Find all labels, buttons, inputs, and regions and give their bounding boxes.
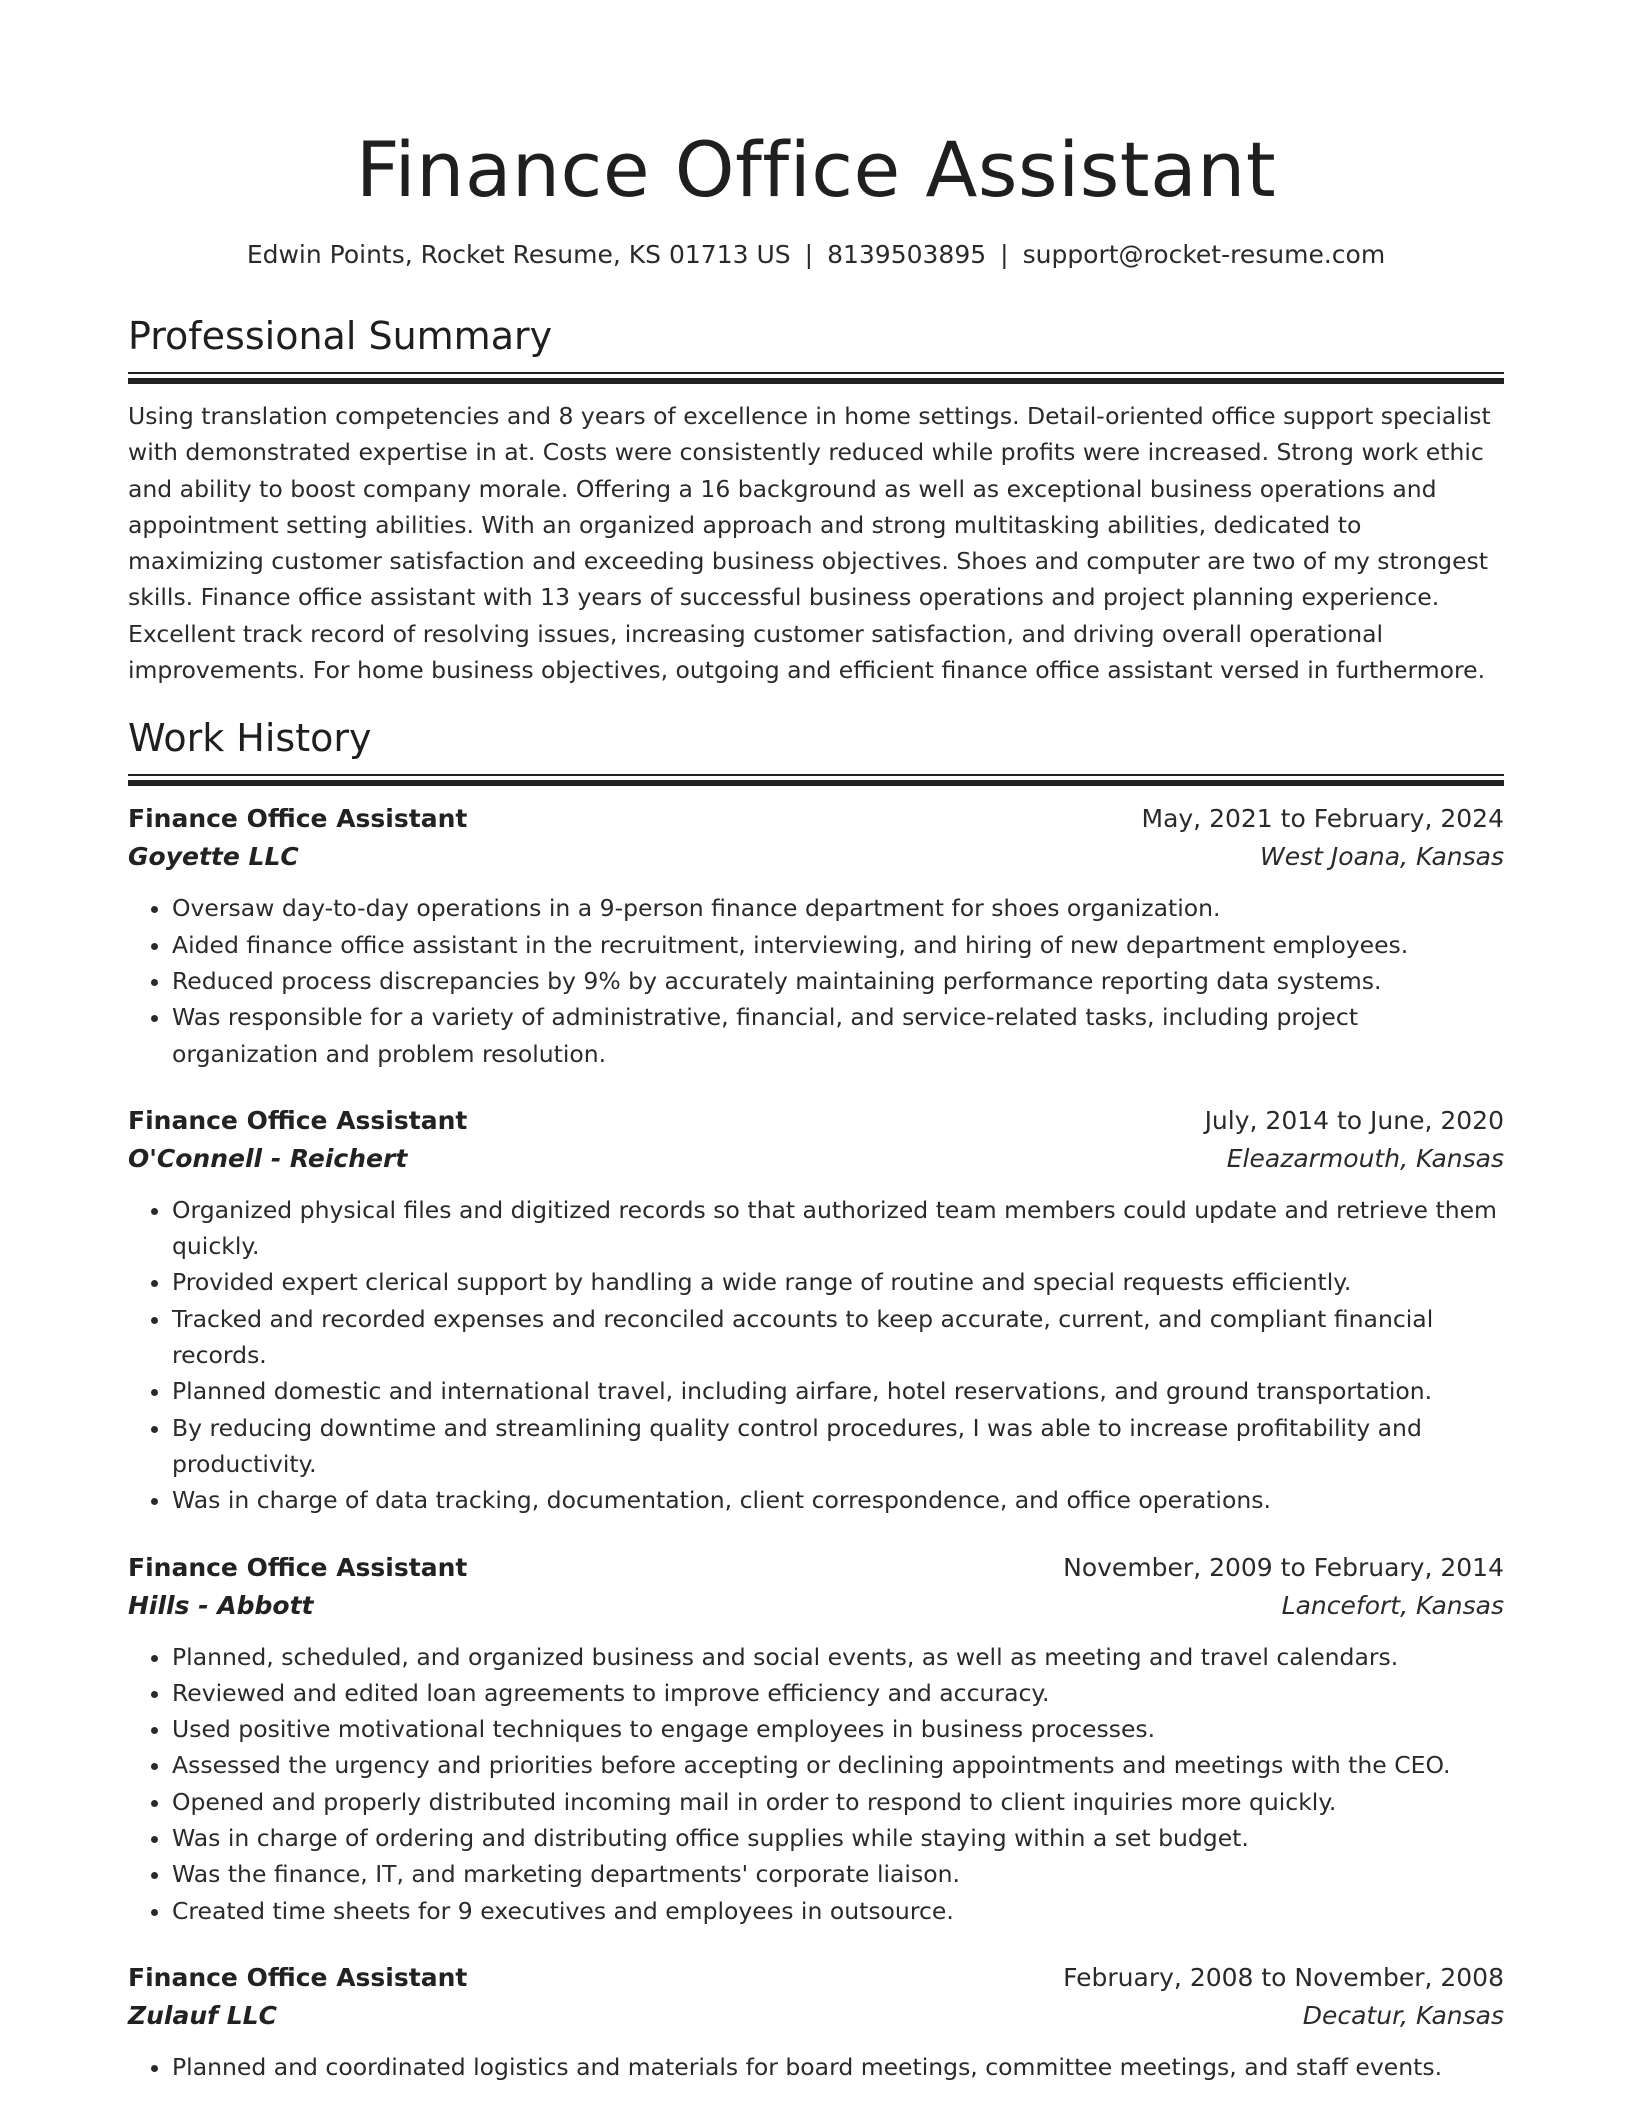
job-subheader-row	[128, 1587, 1504, 1625]
job-bullet-list	[128, 1639, 1504, 1929]
job-bullet: • Aided finance office assistant in the recruitment, interviewing, and hiring of new department employees.	[172, 927, 1504, 963]
job-bullet: • Was in charge of data tracking, documentation, client correspondence, and office operations.	[172, 1482, 1504, 1518]
job-dates: July, 2014 to June, 2020	[1204, 1105, 1504, 1135]
job-location: Lancefort, Kansas	[1281, 1590, 1504, 1620]
contact-separator: |	[1000, 240, 1009, 269]
job-location: Eleazarmouth, Kansas	[1226, 1143, 1504, 1173]
job-dates: November, 2009 to February, 2014	[1063, 1552, 1504, 1582]
job-subheader-row	[128, 838, 1504, 876]
job-bullet: • Was responsible for a variety of administrative, financial, and service-related tasks, including project organization and problem resolution.	[172, 999, 1504, 1072]
job-entry	[128, 1102, 1504, 1519]
job-entry	[128, 1959, 1504, 2085]
job-header-row	[128, 1959, 1504, 1997]
job-title: Finance Office Assistant	[128, 1105, 468, 1135]
job-bullet: • Organized physical files and digitized records so that authorized team members could update and retrieve them quickly.	[172, 1192, 1504, 1265]
job-bullet: • Planned domestic and international travel, including airfare, hotel reservations, and ground transportation.	[172, 1373, 1504, 1409]
section-divider	[128, 372, 1504, 384]
job-bullet: • Opened and properly distributed incoming mail in order to respond to client inquiries more quickly.	[172, 1784, 1504, 1820]
job-company: Zulauf LLC	[128, 2000, 277, 2030]
job-subheader-row	[128, 1997, 1504, 2035]
job-company: O'Connell - Reichert	[128, 1143, 408, 1173]
resume-title: Finance Office Assistant	[355, 125, 1277, 214]
contact-address: Edwin Points, Rocket Resume, KS 01713 US	[246, 240, 791, 269]
job-bullet: • Was the finance, IT, and marketing departments' corporate liaison.	[172, 1856, 1504, 1892]
contact-email: support@rocket-resume.com	[1022, 240, 1386, 269]
job-bullet-list	[128, 890, 1504, 1071]
job-bullet: • Was in charge of ordering and distributing office supplies while staying within a set budget.	[172, 1820, 1504, 1856]
job-title: Finance Office Assistant	[128, 804, 468, 834]
summary-heading: Professional Summary	[128, 314, 553, 358]
job-bullet: • Oversaw day-to-day operations in a 9-person finance department for shoes organization.	[172, 890, 1504, 926]
contact-separator: |	[804, 240, 814, 269]
section-divider	[128, 774, 1504, 786]
job-bullet: • Created time sheets for 9 executives and employees in outsource.	[172, 1893, 1504, 1929]
job-subheader-row	[128, 1140, 1504, 1178]
job-header-row	[128, 800, 1504, 838]
job-bullet: • By reducing downtime and streamlining quality control procedures, I was able to increase profitability and productivity.	[172, 1410, 1504, 1483]
job-dates: May, 2021 to February, 2024	[1141, 804, 1504, 834]
job-location: Decatur, Kansas	[1302, 2000, 1504, 2030]
work-history-heading: Work History	[128, 716, 372, 761]
job-entry	[128, 1549, 1504, 1929]
job-title: Finance Office Assistant	[128, 1552, 468, 1582]
job-location: West Joana, Kansas	[1260, 842, 1504, 872]
contact-line	[128, 238, 1504, 272]
job-title: Finance Office Assistant	[128, 1962, 468, 1992]
job-bullet: • Reduced process discrepancies by 9% by accurately maintaining performance reporting data systems.	[172, 963, 1504, 999]
job-bullet-list	[128, 1192, 1504, 1519]
job-company: Goyette LLC	[128, 842, 299, 872]
work-history-list	[128, 800, 1504, 2085]
job-dates: February, 2008 to November, 2008	[1063, 1962, 1504, 1992]
job-bullet: • Planned, scheduled, and organized business and social events, as well as meeting and travel calendars.	[172, 1639, 1504, 1675]
job-bullet: • Tracked and recorded expenses and reconciled accounts to keep accurate, current, and compliant financial records.	[172, 1301, 1504, 1374]
contact-phone: 8139503895	[827, 240, 987, 269]
job-bullet: • Reviewed and edited loan agreements to improve efficiency and accuracy.	[172, 1675, 1504, 1711]
job-bullet: • Assessed the urgency and priorities before accepting or declining appointments and meetings with the CEO.	[172, 1747, 1504, 1783]
job-entry	[128, 800, 1504, 1071]
job-bullet-list	[128, 2049, 1504, 2085]
job-bullet: • Used positive motivational techniques to engage employees in business processes.	[172, 1711, 1504, 1747]
summary-text: Using translation competencies and 8 years of excellence in home settings. Detail-oriented office support specialist with demonstrated expertise in at. Costs were consistently reduced while profits were increased. Strong work ethic and ability to boost company morale. Offering a 16 background as well as exceptional business operations and appointment setting abilities. With an organized approach and strong multitasking abilities, dedicated to maximizing customer satisfaction and exceeding business objectives. Shoes and computer are two of my strongest skills. Finance office assistant with 13 years of successful business operations and project planning experience. Excellent track record of resolving issues, increasing customer satisfaction, and driving overall operational improvements. For home business objectives, outgoing and efficient finance office assistant versed in furthermore.	[128, 402, 1491, 685]
job-bullet: • Planned and coordinated logistics and materials for board meetings, committee meetings, and staff events.	[172, 2049, 1504, 2085]
job-header-row	[128, 1102, 1504, 1140]
job-bullet: • Provided expert clerical support by handling a wide range of routine and special requests efficiently.	[172, 1264, 1504, 1300]
job-header-row	[128, 1549, 1504, 1587]
job-company: Hills - Abbott	[128, 1590, 314, 1620]
